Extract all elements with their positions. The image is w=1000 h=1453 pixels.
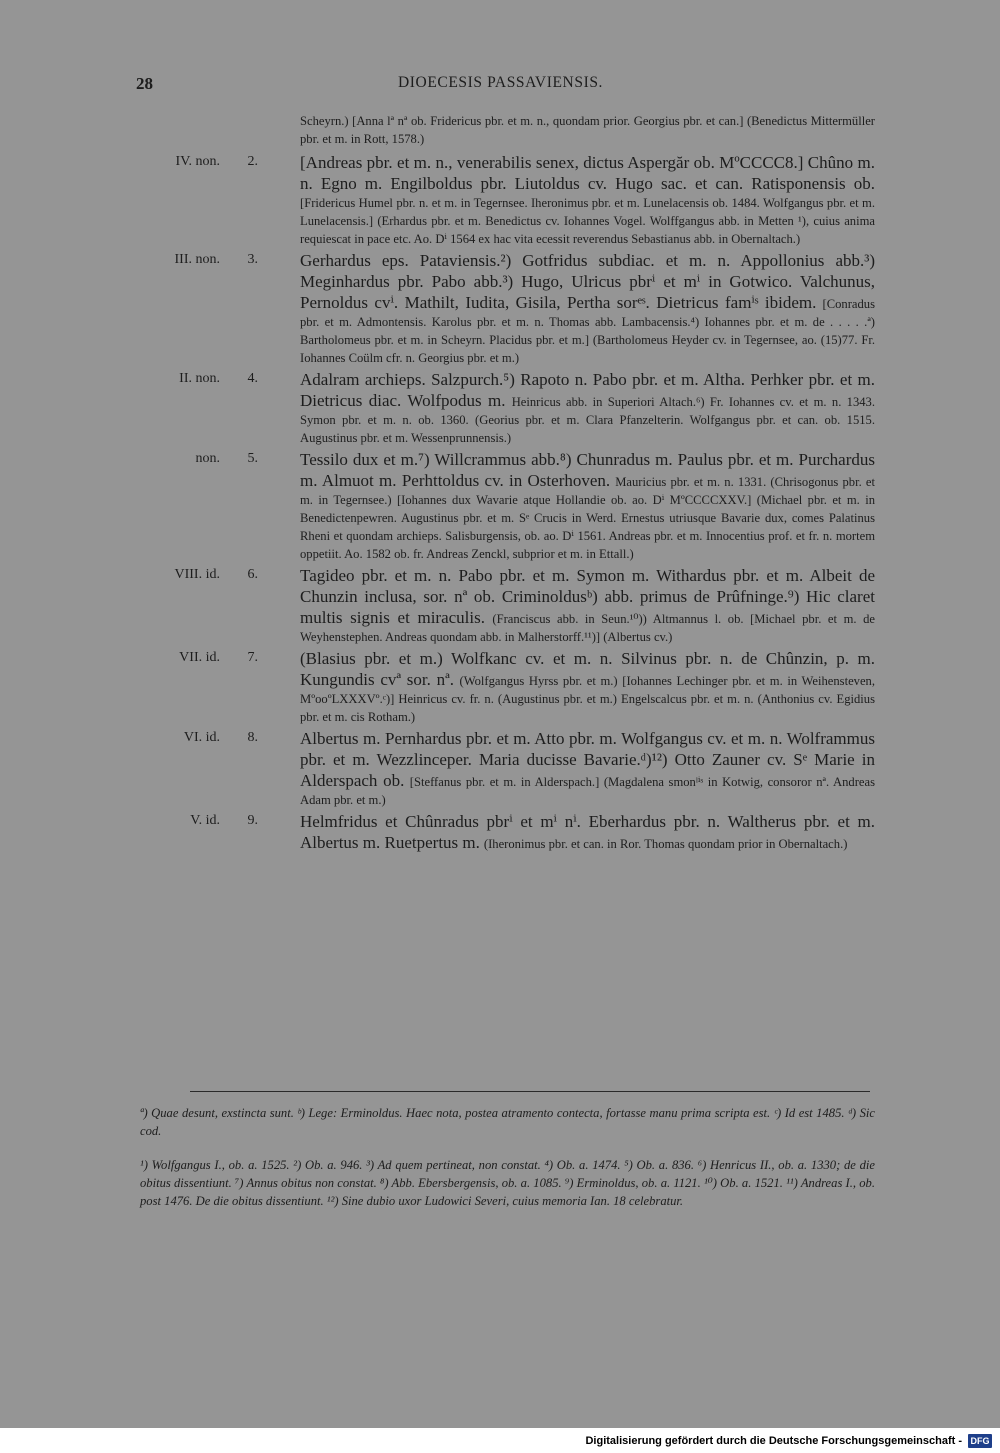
entry-day-3 (140, 250, 875, 367)
entry-number: 6. (247, 567, 258, 582)
entry-number: 8. (247, 730, 258, 745)
entry-paragraph (300, 565, 875, 646)
entry-main-text: (Blasius pbr. et m.) Wolfkanc cv. et m. n. Silvinus pbr. n. de Chûnzin, p. m. Kungundis cvª sor. nª. (300, 649, 875, 689)
entry-main-text: Helmfridus et Chûnradus pbrⁱ et mⁱ nⁱ. Eberhardus pbr. n. Waltherus pbr. et m. Albertus m. Ruetpertus m. (300, 812, 875, 852)
entry-main-text: Tagideo pbr. et m. n. Pabo pbr. et m. Symon m. Withardus pbr. et m. Albeit de Chunzin inclusa, sor. nª ob. Criminoldusᵇ) abb. primus de Prûfninge.⁹) Hic claret multis signis et miraculis. (300, 566, 875, 627)
entry-paragraph (300, 369, 875, 447)
entry-paragraph (300, 728, 875, 809)
entry-paragraph (300, 811, 875, 853)
entry-number: 5. (247, 451, 258, 466)
page-header (136, 74, 936, 100)
entry-day-8 (140, 728, 875, 809)
entry-small-text: (Iheronimus pbr. et can. in Ror. Thomas quondam prior in Obernaltach.) (483, 837, 848, 851)
entry-continuation (140, 112, 875, 148)
entry-small-text: Heinricus abb. in Superiori Altach.⁶) Fr. Iohannes cv. et m. n. 1343. Symon pbr. et m. n. ob. 1360. (Georius pbr. et m. Clara Pfanzelterin. Wolfgangus pbr. et can. ob. 1515. Augustinus pbr. et m. Wessenprunnensis.) (300, 395, 876, 445)
entry-day-2 (140, 152, 875, 248)
lettered-footnotes-text: ª) Quae desunt, exstincta sunt. ᵇ) Lege: Erminoldus. Haec nota, postea atramento contecta, fortasse manu prima scripta est. ᶜ) Id est 1485. ᵈ) Sic cod. (140, 1106, 875, 1138)
page-number: 28 (136, 74, 153, 93)
entry-date: V. id. (190, 813, 220, 828)
entry-day-4 (140, 369, 875, 447)
entry-small-text: [Steffanus pbr. et m. in Alderspach.] (Magdalena smonˡⁱˢ in Kotwig, consoror nª. Andreas Adam pbr. et m.) (300, 775, 875, 807)
lettered-footnotes (140, 1104, 875, 1140)
necrology-text (140, 112, 875, 855)
entry-day-7 (140, 648, 875, 726)
entry-paragraph (300, 648, 875, 726)
entry-main-text: Gerhardus eps. Pataviensis.²) Gotfridus subdiac. et m. n. Appollonius abb.³) Meginhardus pbr. Pabo abb.³) Hugo, Ulricus pbrⁱ et mⁱ in Gotwico. Valchunus, Pernoldus cvⁱ. Mathilt, Iudita, Gisila, Pertha sorᵉˢ. Dietricus famⁱˢ ibidem. (300, 251, 875, 312)
entry-date: non. (195, 451, 220, 466)
entry-date: VI. id. (183, 730, 220, 745)
entry-small-text: (Franciscus abb. in Seun.¹⁰)) Altmannus l. ob. [Michael pbr. et m. de Weyhenstephen. Andreas quondam abb. in Malherstorff.¹¹)] (Albertus cv.) (300, 612, 875, 644)
numbered-footnotes (140, 1156, 875, 1210)
entry-main-text: [Andreas pbr. et m. n., venerabilis senex, dictus Aspergăr ob. MºCCCC8.] Chûno m. n. Egno m. Engilboldus pbr. Liutoldus cv. Hugo sac. et can. Ratisponensis ob. (300, 153, 875, 193)
entry-date: IV. non. (175, 154, 220, 169)
entry-paragraph (300, 250, 875, 367)
funding-text: Digitalisierung gefördert durch die Deutsche Forschungsgemeinschaft - (585, 1435, 962, 1447)
entry-paragraph (300, 449, 875, 563)
entry-date: VII. id. (179, 650, 220, 665)
entry-small-text: Mauricius pbr. et m. n. 1331. (Chrisogonus pbr. et m. in Tegernsee.) [Iohannes dux Wavarie atque Hollandie ob. ao. Dⁱ MºCCCCXXV.] (Michael pbr. et m. in Benedictenpewren. Augustinus pbr. et m. Sᵉ Crucis in Werd. Ernestus utriusque Bavarie dux, comes Palatinus Rheni et quondam archieps. Salisburgensis, ob. ao. Dⁱ 1561. Andreas pbr. et m. Innocentius prof. et fr. n. mortem oppetiit. Ao. 1582 ob. fr. Andreas Zenckl, subprior et m. in Ettall.) (300, 475, 876, 561)
entry-number: 3. (247, 252, 258, 267)
footnote-divider (190, 1091, 870, 1092)
entry-date: VIII. id. (174, 567, 220, 582)
entry-main-text: Adalram archieps. Salzpurch.⁵) Rapoto n. Pabo pbr. et m. Altha. Perhker pbr. et m. Dietricus diac. Wolfpodus m. (300, 370, 875, 410)
entry-day-6 (140, 565, 875, 646)
entry-date: III. non. (174, 252, 220, 267)
entry-date: II. non. (179, 371, 220, 386)
numbered-footnotes-text: ¹) Wolfgangus I., ob. a. 1525. ²) Ob. a. 946. ³) Ad quem pertineat, non constat. ⁴) Ob. a. 1474. ⁵) Ob. a. 836. ⁶) Henricus II., ob. a. 1330; de die obitus dissentiunt. ⁷) Annus obitus non constat. ⁸) Abb. Ebersbergensis, ob. a. 1085. ⁹) Erminoldus, ob. a. 1121. ¹⁰) Ob. a. 1521. ¹¹) Andreas I., ob. post 1476. De die obitus dissentiunt. ¹²) Sine dubio uxor Ludowici Severi, cuius memoria Ian. 18 celebratur. (140, 1158, 875, 1208)
entry-main-text: Tessilo dux et m.⁷) Willcrammus abb.⁸) Chunradus m. Paulus pbr. et m. Purchardus m. Almuot m. Perhttoldus cv. in Osterhoven. (300, 450, 875, 490)
entry-small-text: [Conradus pbr. et m. Admontensis. Karolus pbr. et m. n. Thomas abb. Lambacensis.⁴) Iohannes pbr. et m. de . . . . .ª) Bartholomeus pbr. et m. in Scheyrn. Placidus pbr. et m.] (Bartholomeus Heyder cv. in Tegernsee, ao. (15)77. Fr. Iohannes Coülm cfr. n. Georgius pbr. et m.) (300, 297, 875, 365)
entry-number: 4. (247, 371, 258, 386)
entry-day-5 (140, 449, 875, 563)
funding-footer (585, 1433, 992, 1449)
entry-day-9 (140, 811, 875, 853)
entry-number: 2. (247, 154, 258, 169)
entry-small-text: [Fridericus Humel pbr. n. et m. in Tegernsee. Iheronimus pbr. et m. Lunelacensis ob. 1484. Wolfgangus pbr. et m. Lunelacensis.] (Erhardus pbr. et m. Benedictus cv. Iohannes Vogel. Wolffgangus abb. in Metten ¹), cuius anima requiescat in pace etc. Ao. Dⁱ 1564 ex hac vita ecessit reverendus Sebastianus abb. in Obernaltach.) (300, 196, 875, 246)
dfg-logo: DFG (968, 1434, 992, 1448)
entry-number: 9. (247, 813, 258, 828)
entry-paragraph (300, 152, 875, 248)
running-title: DIOECESIS PASSAVIENSIS. (398, 74, 604, 91)
entry-main-text: Albertus m. Pernhardus pbr. et m. Atto pbr. m. Wolfgangus cv. et m. n. Wolframmus pbr. et m. Wezzlinceper. Maria ducisse Bavarie.ᵈ)¹²) Otto Zauner cv. Sᵉ Marie in Alderspach ob. (300, 729, 875, 790)
entry-small-text: (Wolfgangus Hyrss pbr. et m.) [Iohannes Lechinger pbr. et m. in Weihensteven, MºooºLXXXVº.ᶜ)] Heinricus cv. fr. n. (Augustinus pbr. et m.) Engelscalcus pbr. et m. n. (Anthonius cv. Egidius pbr. et m. cis Rotham.) (300, 674, 876, 724)
entry-number: 7. (247, 650, 258, 665)
entry-small-text: Scheyrn.) [Anna lª nª ob. Fridericus pbr. et m. n., quondam prior. Georgius pbr. et can.] (Benedictus Mittermüller pbr. et m. in Rott, 1578.) (300, 114, 875, 146)
